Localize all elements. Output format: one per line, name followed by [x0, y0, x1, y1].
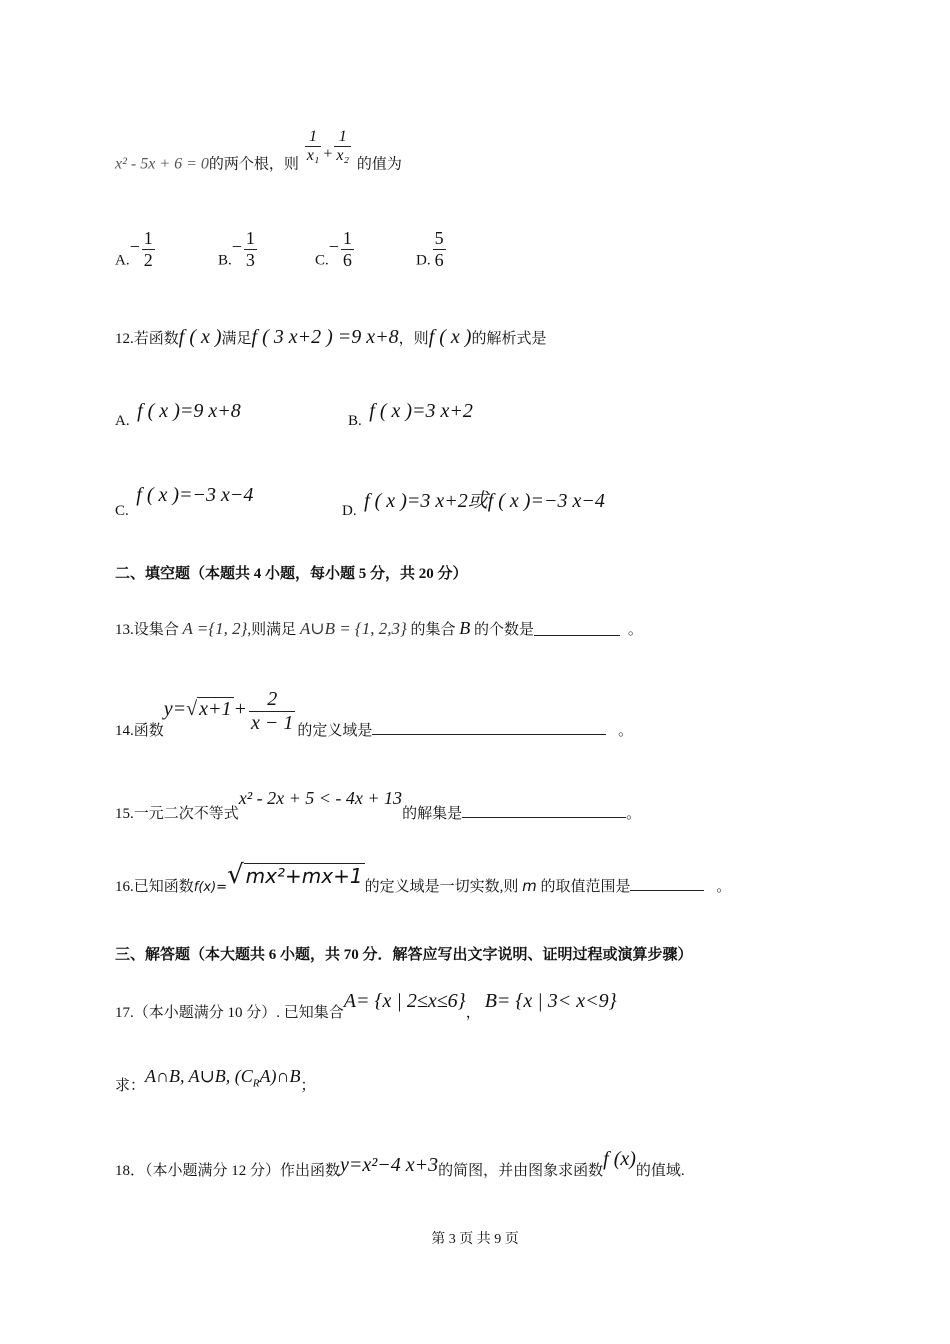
q17-ask: A∩B, A∪B, $(C_RA)\cap B$ — [145, 1066, 301, 1090]
q11-option-c: C.− $\frac{1}{6}$ — [315, 228, 352, 270]
q12-option-b: B. f ( x )=3 x+2 — [348, 400, 473, 429]
q11-text-mid: 的两个根，则 — [208, 156, 299, 173]
q15-line: 15.一元二次不等式x² - 2x + 5 < - 4x + 13的解集是 。 — [115, 788, 642, 822]
q12-condition: f ( 3 x+2 ) =9 x+8 — [251, 326, 399, 348]
q15-answer-blank[interactable] — [462, 803, 626, 818]
q18-line: 18．（本小题满分 12 分）作出函数y=x²−4 x+3的简图，并由图象求函数f (x)的值域. — [115, 1148, 685, 1179]
q12-f2: f ( x ) — [428, 326, 472, 348]
q11-frac-2: $\frac{1}{\text{x₂}}$ — [336, 128, 350, 165]
q11-frac-1: $\frac{1}{\text{x₁}}$ — [306, 128, 320, 165]
q11-option-b: B.− $\frac{1}{3}$ — [218, 228, 255, 270]
q11-text-end: 的值为 — [356, 156, 402, 173]
section3-heading: 三、解答题（本大题共 6 小题，共 70 分．解答应写出文字说明、证明过程或演算步骤） — [115, 947, 693, 963]
q13-union: A∪B = {1, 2,3} — [299, 619, 407, 638]
q11-option-d: D. $\frac{5}{6}$ — [416, 228, 444, 270]
q11-option-a: A.− $\frac{1}{2}$ — [115, 228, 153, 270]
q13-set-a: A ={1, 2} — [182, 619, 248, 638]
q13-set-b: B — [459, 618, 471, 638]
q13-line: 13.设集合 A ={1, 2},则满足 A∪B = {1, 2,3} 的集合 B 的个数是 。 — [115, 618, 643, 638]
q11-equation: x² - 5x + 6 = 0 — [115, 155, 209, 173]
q17-line: 17.（本小题满分 10 分）. 已知集合A= {x | 2≤x≤6}，B= {x | 3< x<9} — [115, 990, 617, 1021]
q18-f: f (x) — [603, 1148, 636, 1170]
section2-heading: 二、填空题（本题共 4 小题，每小题 5 分，共 20 分） — [115, 566, 468, 582]
q16-sqrt: √ mx²+mx+1 — [227, 860, 363, 890]
q12-f1: f ( x ) — [178, 326, 222, 348]
q18-function: y=x²−4 x+3 — [340, 1154, 439, 1176]
q14-frac: $\frac{2}{x - 1}$ — [251, 688, 294, 734]
q11-line — [115, 128, 402, 173]
page-footer: 第 3 页 共 9 页 — [431, 1232, 519, 1247]
q14-line: 14.函数y=√ x+1 + $\frac{2}{x - 1}$ 的定义域是 。 — [115, 688, 634, 739]
q14-sqrt: √ x+1 — [186, 698, 232, 720]
q17-set-b: B= {x | 3< x<9} — [484, 990, 617, 1012]
q12-option-d: D. f ( x )=3 x+2或f ( x )=−3 x−4 — [342, 490, 605, 519]
q12-line: 12.若函数f ( x )满足f ( 3 x+2 ) =9 x+8，则f ( x )的解析式是 — [115, 326, 547, 348]
q14-answer-blank[interactable] — [372, 720, 606, 735]
q16-answer-blank[interactable] — [630, 876, 704, 891]
q13-answer-blank[interactable] — [534, 621, 620, 636]
q15-inequality: x² - 2x + 5 < - 4x + 13 — [238, 788, 403, 808]
q16-line: 16.已知函数f(x)=√ mx²+mx+1 的定义域是一切实数,则 m 的取值范围是 。 — [115, 860, 732, 895]
q12-option-a: A. f ( x )=9 x+8 — [115, 400, 241, 429]
q11-plus: + — [323, 145, 333, 163]
q17-ask-line: 求：A∩B, A∪B, $(C_RA)\cap B$； — [115, 1066, 316, 1094]
q17-set-a: A= {x | 2≤x≤6} — [343, 990, 466, 1012]
q12-option-c: C. f ( x )=−3 x−4 — [115, 484, 254, 519]
